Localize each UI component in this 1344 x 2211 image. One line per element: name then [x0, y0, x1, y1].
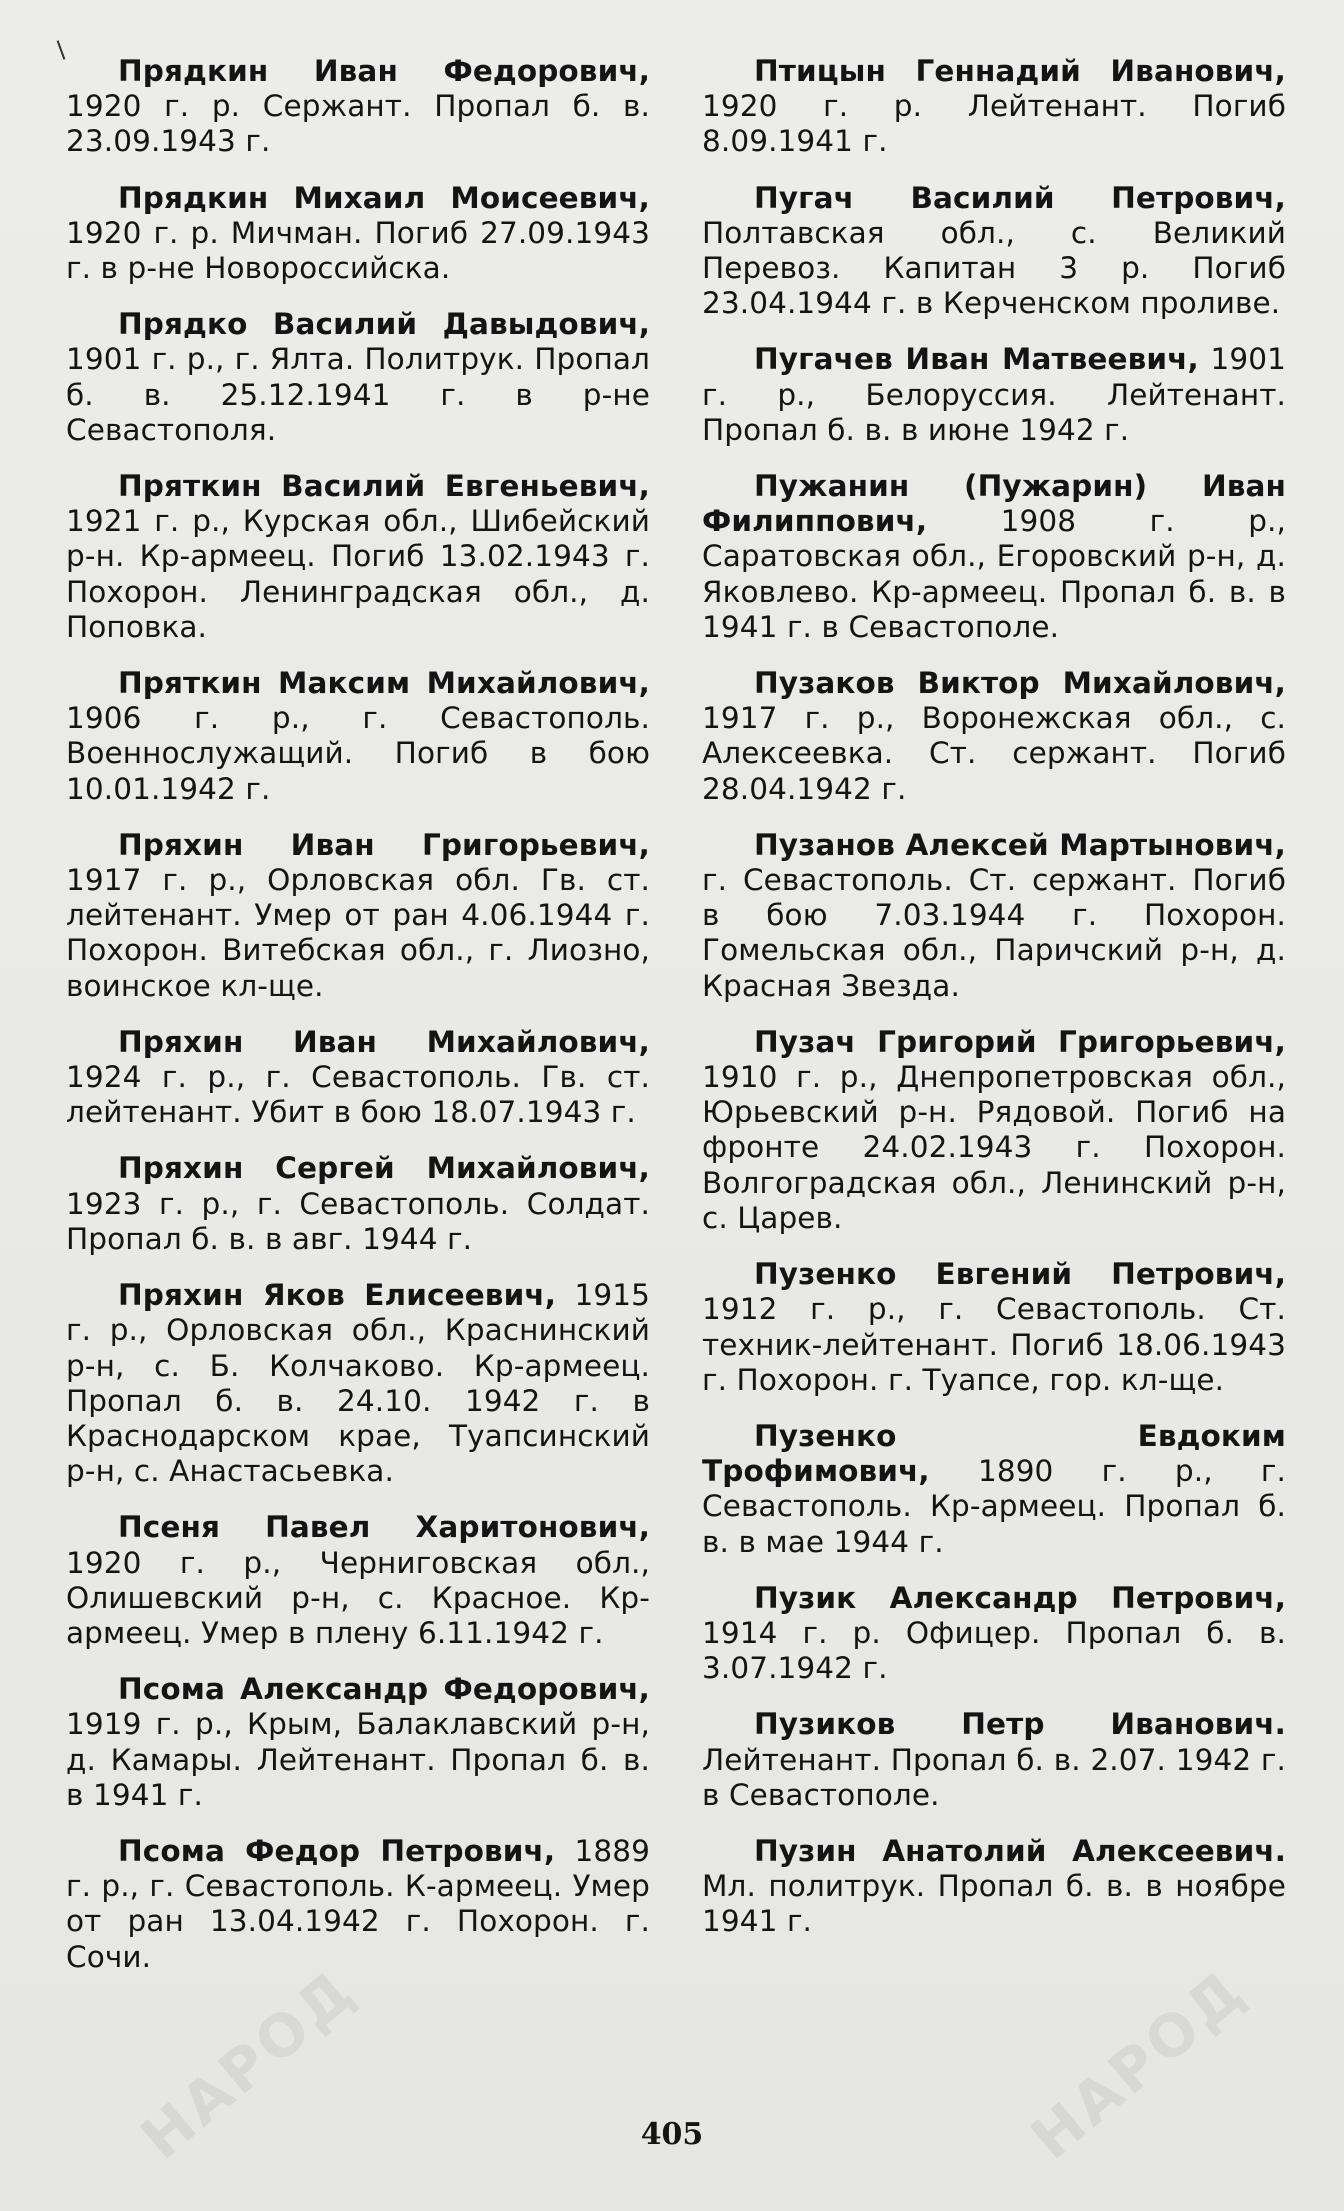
- register-entry: [702, 1834, 1286, 1940]
- person-name: Пряхин Иван Михайлович,: [118, 1024, 650, 1059]
- person-details: 1915 г. р., Орловская обл., Краснинский р-н, с. Б. Колчаково. Кр-армеец. Пропал б. в. 24.10. 1942 г. в Краснодарском крае, Туапсинский р-н, с. Анастасьевка.: [66, 1278, 650, 1489]
- person-name: Пряткин Максим Михайлович,: [118, 666, 650, 701]
- person-name: Псеня Павел Харитонович,: [118, 1510, 650, 1545]
- person-details: 1914 г. р. Офицер. Пропал б. в. 3.07.1942 г.: [702, 1615, 1286, 1686]
- person-name: Птицын Геннадий Иванович,: [754, 54, 1286, 88]
- person-name: Пузач Григорий Григорьевич,: [754, 1024, 1286, 1059]
- register-entry: [702, 1581, 1286, 1687]
- person-details: 1908 г. р., Саратовская обл., Егоровский р-н, д. Яковлево. Кр-армеец. Пропал б. в. в 1941 г. в Севастополе.: [702, 504, 1286, 644]
- register-entry: [702, 1707, 1286, 1813]
- person-details: Мл. политрук. Пропал б. в. в ноябре 1941 г.: [702, 1869, 1286, 1939]
- person-name: Пузаков Виктор Михайлович,: [754, 666, 1286, 701]
- register-entry: [702, 666, 1286, 807]
- register-entry: [66, 666, 650, 807]
- register-entry: [66, 1025, 650, 1131]
- register-entry: [702, 469, 1286, 645]
- register-entry: [702, 1025, 1286, 1236]
- person-details: г. Севастополь. Ст. сержант. Погиб в бою 7.03.1944 г. Похорон. Гомельская обл., Паричский р-н, д. Красная Звезда.: [702, 863, 1286, 1003]
- left-column: [66, 54, 650, 1996]
- register-entry: [66, 1278, 650, 1489]
- person-details: 1906 г. р., г. Севастополь. Военнослужащий. Погиб в бою 10.01.1942 г.: [66, 701, 650, 806]
- person-details: 1910 г. р., Днепропетровская обл., Юрьевский р-н. Рядовой. Погиб на фронте 24.02.1943 г. Похорон. Волгоградская обл., Ленинский р-н, с. Царев.: [702, 1060, 1286, 1235]
- person-details: 1917 г. р., Орловская обл. Гв. ст. лейтенант. Умер от ран 4.06.1944 г. Похорон. Витебская обл., г. Лиозно, воинское кл-ще.: [66, 863, 650, 1003]
- person-name: Пугач Василий Петрович,: [754, 180, 1286, 215]
- person-name: Псома Александр Федорович,: [118, 1672, 650, 1707]
- register-entry: [702, 342, 1286, 448]
- register-entry: [66, 54, 650, 160]
- person-details: 1921 г. р., Курская обл., Шибейский р-н. Кр-армеец. Погиб 13.02.1943 г. Похорон. Ленинградская обл., д. Поповка.: [66, 504, 650, 644]
- person-name: Пузенко Евдоким Трофимович,: [702, 1418, 1286, 1489]
- person-name: Прядкин Иван Федорович,: [118, 54, 650, 88]
- person-details: 1920 г. р. Мичман. Погиб 27.09.1943 г. в р-не Новороссийска.: [66, 215, 650, 286]
- person-details: 1923 г. р., г. Севастополь. Солдат. Пропал б. в. в авг. 1944 г.: [66, 1186, 650, 1256]
- person-name: Пузин Анатолий Алексеевич.: [754, 1833, 1286, 1868]
- register-entry: [66, 1672, 650, 1813]
- person-details: 1920 г. р. Сержант. Пропал б. в. 23.09.1943 г.: [66, 89, 650, 159]
- register-entry: [66, 307, 650, 448]
- register-entry: [702, 828, 1286, 1004]
- person-name: Пряхин Сергей Михайлович,: [118, 1151, 650, 1186]
- watermark-left: НАРОД: [128, 1955, 369, 2173]
- person-name: Пузенко Евгений Петрович,: [754, 1257, 1286, 1292]
- person-name: Пузик Александр Петрович,: [754, 1580, 1286, 1615]
- person-name: Пряткин Василий Евгеньевич,: [118, 469, 650, 504]
- person-details: 1912 г. р., г. Севастополь. Ст. техник-лейтенант. Погиб 18.06.1943 г. Похорон. г. Туапсе, гор. кл-ще.: [702, 1292, 1286, 1397]
- register-entry: [66, 181, 650, 287]
- person-details: 1919 г. р., Крым, Балаклавский р-н, д. Камары. Лейтенант. Пропал б. в. в 1941 г.: [66, 1707, 650, 1812]
- register-entry: [66, 1151, 650, 1257]
- person-name: Пужанин (Пужарин) Иван Филиппович,: [702, 469, 1286, 539]
- page-number: 405: [640, 2117, 704, 2152]
- person-name: Пузанов Алексей Мартынович,: [754, 827, 1286, 862]
- person-name: Прядко Василий Давыдович,: [118, 307, 650, 342]
- person-name: Пряхин Иван Григорьевич,: [118, 827, 650, 862]
- register-entry: [66, 1834, 650, 1975]
- person-details: 1920 г. р., Черниговская обл., Олишевский р-н, с. Красное. Кр-армеец. Умер в плену 6.11.1942 г.: [66, 1545, 650, 1650]
- person-details: 1889 г. р., г. Севастополь. К-армеец. Умер от ран 13.04.1942 г. Похорон. г. Сочи.: [66, 1833, 650, 1974]
- person-details: 1901 г. р., Белоруссия. Лейтенант. Пропал б. в. в июне 1942 г.: [702, 342, 1286, 447]
- register-entry: [702, 1257, 1286, 1398]
- person-name: Пугачев Иван Матвеевич,: [754, 342, 1199, 377]
- person-name: Прядкин Михаил Моисеевич,: [118, 180, 650, 215]
- person-name: Пузиков Петр Иванович.: [754, 1707, 1286, 1742]
- person-name: Пряхин Яков Елисеевич,: [118, 1278, 557, 1313]
- watermark-right: НАРОД: [1018, 1955, 1259, 2173]
- person-details: 1890 г. р., г. Севастополь. Кр-армеец. Пропал б. в. в мае 1944 г.: [702, 1454, 1286, 1559]
- register-entry: [66, 469, 650, 645]
- person-details: 1901 г. р., г. Ялта. Политрук. Пропал б. в. 25.12.1941 г. в р-не Севастополя.: [66, 342, 650, 447]
- person-details: Лейтенант. Пропал б. в. 2.07. 1942 г. в Севастополе.: [702, 1742, 1286, 1812]
- person-details: 1924 г. р., г. Севастополь. Гв. ст. лейтенант. Убит в бою 18.07.1943 г.: [66, 1060, 650, 1130]
- register-entry: [66, 1510, 650, 1651]
- register-entry: [702, 1419, 1286, 1560]
- register-entry: [66, 828, 650, 1004]
- register-entry: [702, 54, 1286, 160]
- person-name: Псома Федор Петрович,: [118, 1833, 556, 1868]
- person-details: 1917 г. р., Воронежская обл., с. Алексеевка. Ст. сержант. Погиб 28.04.1942 г.: [702, 701, 1286, 806]
- right-column: [702, 54, 1286, 1961]
- person-details: 1920 г. р. Лейтенант. Погиб 8.09.1941 г.: [702, 89, 1286, 159]
- scan-mark: [57, 40, 66, 59]
- register-entry: [702, 181, 1286, 322]
- person-details: Полтавская обл., с. Великий Перевоз. Капитан 3 р. Погиб 23.04.1944 г. в Керченском проливе.: [702, 215, 1286, 321]
